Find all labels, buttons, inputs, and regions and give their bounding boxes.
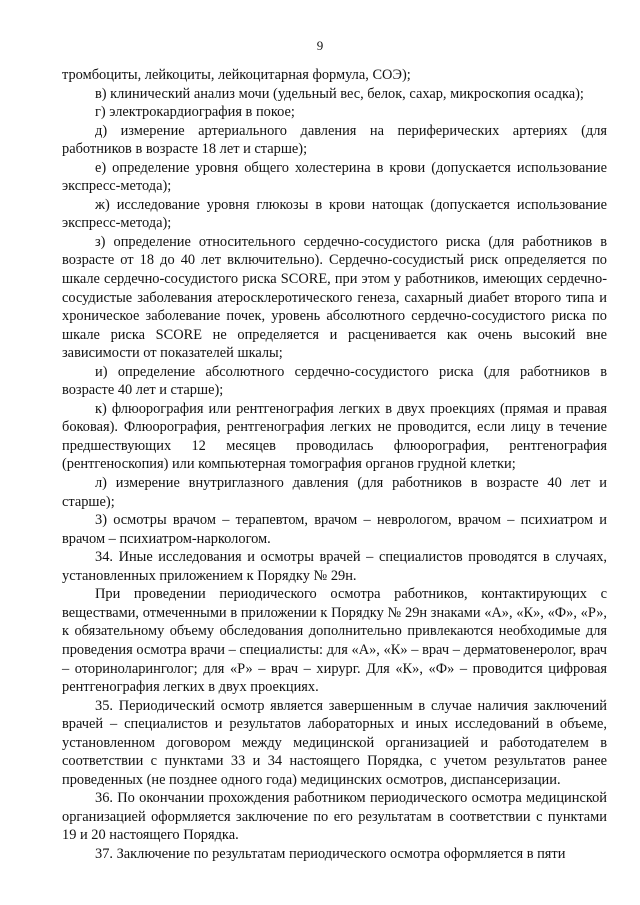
- paragraph: 36. По окончании прохождения работником периодического осмотра медицинской организацией оформляется заключение по его результатам в соответствии с пунктами 19 и 20 настоящего Порядка.: [62, 790, 607, 844]
- paragraph: 35. Периодический осмотр является завершенным в случае наличия заключений врачей – специалистов и результатов лабораторных и иных исследований в объеме, установленном договором между медицинской организацией и работодателем в соответствии с пунктами 33 и 34 настоящего Порядка, с учетом результатов ранее проведенных (не позднее одного года) медицинских осмотров, диспансеризации.: [62, 697, 607, 788]
- paragraph: ж) исследование уровня глюкозы в крови натощак (допускается использование экспресс-метода);: [62, 196, 607, 232]
- paragraph: 3) осмотры врачом – терапевтом, врачом – неврологом, врачом – психиатром и врачом – психиатром-наркологом.: [62, 512, 607, 547]
- paragraph: з) определение относительного сердечно-сосудистого риска (для работников в возрасте от 18 до 40 лет включительно). Сердечно-сосудистый риск определяется по шкале сердечно-сосудистого риска SCORE, при этом у работников, имеющих сердечно-сосудистые заболевания атеросклеротического генеза, сахарный диабет второго типа и хроническое заболевание почек, уровень абсолютного сердечно-сосудистого риска по шкале риска SCORE не определяется и расценивается как очень высокий вне зависимости от показателей шкалы;: [62, 233, 607, 362]
- page-number: 9: [316, 38, 324, 53]
- paragraph: е) определение уровня общего холестерина в крови (допускается использование экспресс-метода);: [62, 159, 607, 195]
- paragraph: При проведении периодического осмотра работников, контактирующих с веществами, отмеченными в приложении к Порядку № 29н знаками «А», «К», «Ф», «Р», к обязательному объему обследования дополнительно привлекаются необходимые для проведения осмотра врачи – специалисты: для «А», «К» – врач – дерматовенеролог, врач – оториноларинголог; для «Р» – врач – хирург. Для «К», «Ф» – проводится цифровая рентгенография легких в двух проекциях.: [62, 586, 607, 696]
- paragraph: к) флюорография или рентгенография легких в двух проекциях (прямая и правая боковая). Флюорография, рентгенография легких не проводится, если лицу в течение предшествующих 12 месяцев проводилась флюорография, рентгенография (рентгеноскопия) или компьютерная томография органов грудной клетки;: [62, 400, 607, 473]
- paragraph: л) измерение внутриглазного давления (для работников в возрасте 40 лет и старше);: [62, 475, 607, 510]
- paragraph: д) измерение артериального давления на периферических артериях (для работников в возрасте 18 лет и старше);: [62, 122, 607, 158]
- paragraph: тромбоциты, лейкоциты, лейкоцитарная формула, СОЭ);: [62, 67, 411, 83]
- paragraph: 34. Иные исследования и осмотры врачей – специалистов проводятся в случаях, установленных приложением к Порядку № 29н.: [62, 549, 607, 584]
- document-body: [62, 66, 607, 864]
- paragraph: 37. Заключение по результатам периодического осмотра оформляется в пяти: [95, 845, 566, 862]
- paragraph: г) электрокардиография в покое;: [95, 104, 295, 121]
- paragraph: и) определение абсолютного сердечно-сосудистого риска (для работников в возрасте 40 лет и старше);: [62, 363, 607, 399]
- paragraph: в) клинический анализ мочи (удельный вес, белок, сахар, микроскопия осадка);: [95, 85, 584, 102]
